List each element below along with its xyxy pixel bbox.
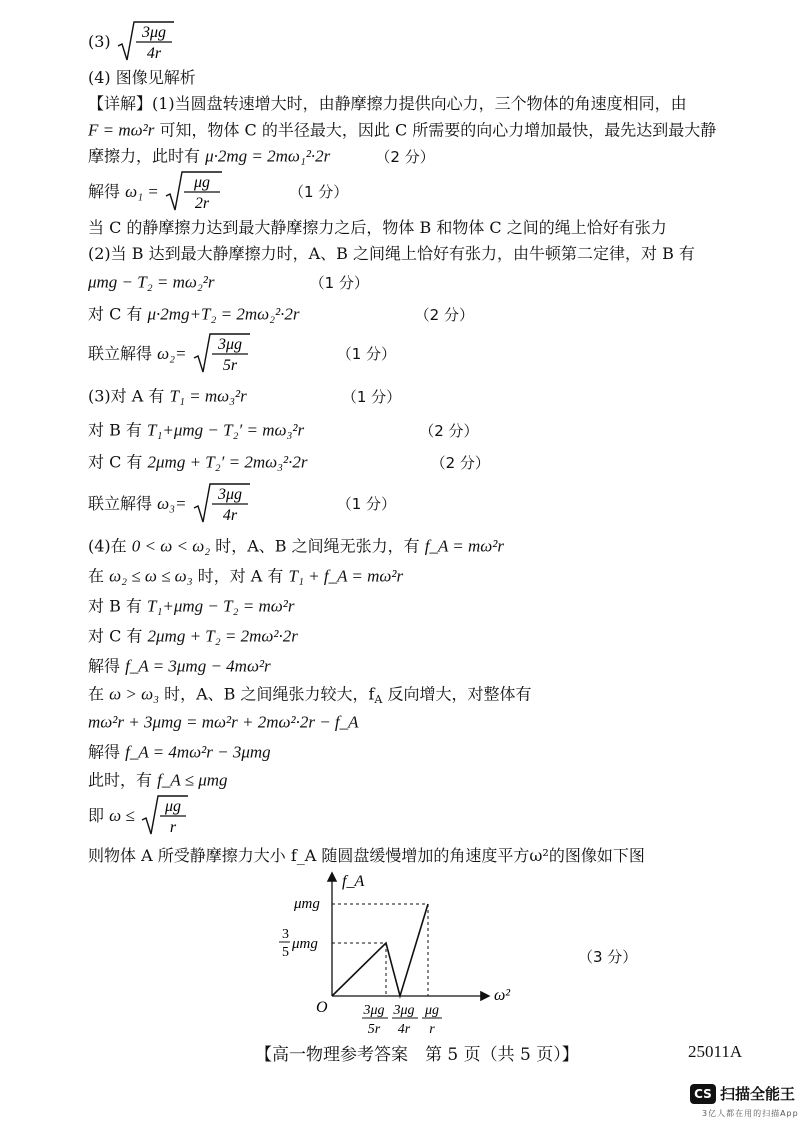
text: 对 C 有 bbox=[88, 304, 143, 324]
x-tick2-num: 3μg bbox=[393, 1003, 415, 1018]
graph-score-mark: （3 分） bbox=[578, 948, 638, 966]
score-mark: （2 分） bbox=[419, 421, 479, 440]
formula: T₁ = mω₃²r bbox=[169, 386, 247, 406]
score-mark: （1 分） bbox=[336, 345, 396, 363]
formula: F = mω²r bbox=[88, 120, 155, 140]
x-tick1-num: 3μg bbox=[363, 1003, 385, 1018]
part4-eq9 bbox=[88, 770, 228, 791]
formula: ω₂ ≤ ω ≤ ω₃ bbox=[109, 566, 193, 586]
y-tick-top: μmg bbox=[294, 896, 320, 912]
x-tick2-den: 4r bbox=[397, 1022, 411, 1037]
svg-text:μg: μg bbox=[193, 174, 210, 191]
r1-den: 4r bbox=[146, 45, 161, 62]
text: 对 C 有 bbox=[88, 452, 143, 472]
svg-text:2r: 2r bbox=[194, 195, 209, 212]
formula: μ·2mg+T₂ = 2mω₂²·2r bbox=[147, 304, 300, 324]
part4-line6 bbox=[88, 684, 531, 710]
text: 时，对 A 有 bbox=[197, 566, 284, 586]
text: 联立解得 bbox=[88, 494, 153, 513]
text: 即 bbox=[88, 806, 105, 825]
radical-r2 bbox=[164, 170, 224, 214]
app-tagline: 3亿人都在用的扫描App bbox=[702, 1109, 799, 1118]
part4-eq2 bbox=[88, 566, 403, 587]
formula: ω₁ = bbox=[125, 182, 159, 201]
omega1-line bbox=[88, 170, 348, 214]
part4-eq4 bbox=[88, 626, 298, 647]
formula: f_A = mω²r bbox=[424, 536, 504, 556]
text: 在 bbox=[88, 684, 105, 704]
score-mark: （2 分） bbox=[414, 305, 474, 324]
formula: ω ≤ bbox=[109, 806, 135, 825]
page-footer: 【高一物理参考答案 第 5 页（共 5 页）】 bbox=[255, 1045, 579, 1065]
radical-r4 bbox=[192, 482, 252, 526]
y-tick-mid-num: 3 bbox=[282, 927, 289, 942]
x-tick3-den: r bbox=[429, 1022, 435, 1037]
text: 联立解得 bbox=[88, 344, 153, 363]
document-code: 25011A bbox=[688, 1042, 743, 1061]
part2-eq2 bbox=[88, 304, 474, 325]
detail-line-5: 当 C 的静摩擦力达到最大静摩擦力之后，物体 B 和物体 C 之间的绳上恰好有张力 bbox=[88, 218, 667, 237]
formula: T₁+μmg − T₂′ = mω₃²r bbox=[147, 420, 305, 440]
r1-num: 3μg bbox=[141, 24, 166, 41]
formula: 2μmg + T₂′ = 2mω₃²·2r bbox=[147, 452, 308, 472]
y-tick-mid-den: 5 bbox=[282, 945, 289, 960]
formula: f_A = 3μmg − 4mω²r bbox=[125, 656, 271, 676]
text: 解得 bbox=[88, 182, 121, 201]
text: 解得 bbox=[88, 656, 121, 676]
score-mark: （1 分） bbox=[309, 273, 369, 292]
part2-eq1 bbox=[88, 272, 369, 293]
formula: ω₃= bbox=[157, 494, 187, 513]
part4-eq3 bbox=[88, 596, 294, 617]
radical-r5 bbox=[140, 794, 190, 838]
radical-r1 bbox=[116, 20, 176, 64]
radical-r3 bbox=[192, 332, 252, 376]
camscanner-watermark bbox=[690, 1083, 795, 1104]
score-mark: （1 分） bbox=[288, 183, 349, 201]
origin-label: O bbox=[316, 999, 328, 1016]
answer-3-result bbox=[88, 20, 176, 64]
omega3-line bbox=[88, 482, 396, 526]
svg-text:r: r bbox=[169, 819, 176, 836]
omega2-line bbox=[88, 332, 396, 376]
fA-omega2-graph bbox=[270, 868, 560, 1038]
x-tick3-num: μg bbox=[424, 1003, 440, 1018]
y-tick-mid-suffix: μmg bbox=[292, 936, 318, 952]
detail-line-3 bbox=[88, 146, 435, 167]
part4-eq1 bbox=[88, 536, 504, 557]
cs-logo-icon: CS bbox=[690, 1084, 716, 1104]
part4-eq7 bbox=[88, 712, 359, 733]
text: 时，A、B 之间绳无张力，有 bbox=[215, 536, 420, 556]
text: 对 B 有 bbox=[88, 596, 142, 616]
fA-curve bbox=[332, 904, 428, 996]
formula: mω²r + 3μmg = mω²r + 2mω²·2r − f_A bbox=[88, 712, 359, 732]
svg-text:3μg: 3μg bbox=[217, 336, 242, 353]
formula: f_A ≤ μmg bbox=[157, 770, 228, 790]
text: 摩擦力，此时有 bbox=[88, 146, 201, 166]
detail-line-2 bbox=[88, 120, 716, 141]
text: (3)对 A 有 bbox=[88, 386, 165, 406]
part4-result bbox=[88, 794, 190, 838]
text: 反向增大，对整体有 bbox=[387, 684, 532, 704]
score-mark: （2 分） bbox=[375, 147, 435, 166]
formula: ω₂= bbox=[157, 344, 187, 363]
svg-text:4r: 4r bbox=[222, 507, 237, 524]
formula: f_A = 4mω²r − 3μmg bbox=[125, 742, 271, 762]
part3-eq2 bbox=[88, 420, 479, 441]
formula: T₁ + f_A = mω²r bbox=[288, 566, 404, 586]
text: 对 C 有 bbox=[88, 626, 143, 646]
formula: μ·2mg = 2mω₁²·2r bbox=[205, 146, 331, 166]
part4-eq8 bbox=[88, 742, 271, 763]
x-axis-label: ω² bbox=[494, 987, 511, 1004]
formula: 2μmg + T₂ = 2mω²·2r bbox=[147, 626, 298, 646]
part2-intro: (2)当 B 达到最大静摩擦力时，A、B 之间绳上恰好有张力，由牛顿第二定律，对 B 有 bbox=[88, 244, 695, 263]
part3-eq1 bbox=[88, 386, 401, 407]
formula: 0 < ω < ω₂ bbox=[131, 536, 211, 556]
text: (4)在 bbox=[88, 536, 127, 556]
text: 可知，物体 C 的半径最大，因此 C 所需要的向心力增加最快，最先达到最大静 bbox=[159, 120, 717, 140]
x-tick1-den: 5r bbox=[367, 1022, 381, 1037]
subscript: A bbox=[374, 693, 383, 707]
text: 在 bbox=[88, 566, 105, 586]
score-mark: （1 分） bbox=[336, 495, 396, 513]
detail-line-1: 【详解】(1)当圆盘转速增大时，由静摩擦力提供向心力，三个物体的角速度相同，由 bbox=[88, 94, 687, 113]
text: 解得 bbox=[88, 742, 121, 762]
app-name: 扫描全能王 bbox=[720, 1085, 796, 1103]
item-number: (3) bbox=[88, 32, 111, 51]
text: 此时，有 bbox=[88, 770, 153, 790]
formula: μmg − T₂ = mω₂²r bbox=[88, 272, 215, 292]
part4-eq5 bbox=[88, 656, 271, 677]
text: 时，A、B 之间绳张力较大，f bbox=[164, 684, 375, 704]
y-axis-label: f_A bbox=[342, 873, 365, 890]
score-mark: （2 分） bbox=[430, 453, 490, 472]
svg-text:5r: 5r bbox=[222, 357, 237, 374]
formula: T₁+μmg − T₂ = mω²r bbox=[147, 596, 295, 616]
score-mark: （1 分） bbox=[341, 387, 402, 406]
graph-caption: 则物体 A 所受静摩擦力大小 f_A 随圆盘缓慢增加的角速度平方ω²的图像如下图 bbox=[88, 846, 645, 865]
text: 对 B 有 bbox=[88, 420, 142, 440]
svg-text:μg: μg bbox=[164, 798, 181, 815]
svg-text:3μg: 3μg bbox=[217, 486, 242, 503]
part3-eq3 bbox=[88, 452, 490, 473]
answer-4-note: (4) 图像见解析 bbox=[88, 68, 196, 87]
formula: ω > ω₃ bbox=[109, 684, 159, 704]
